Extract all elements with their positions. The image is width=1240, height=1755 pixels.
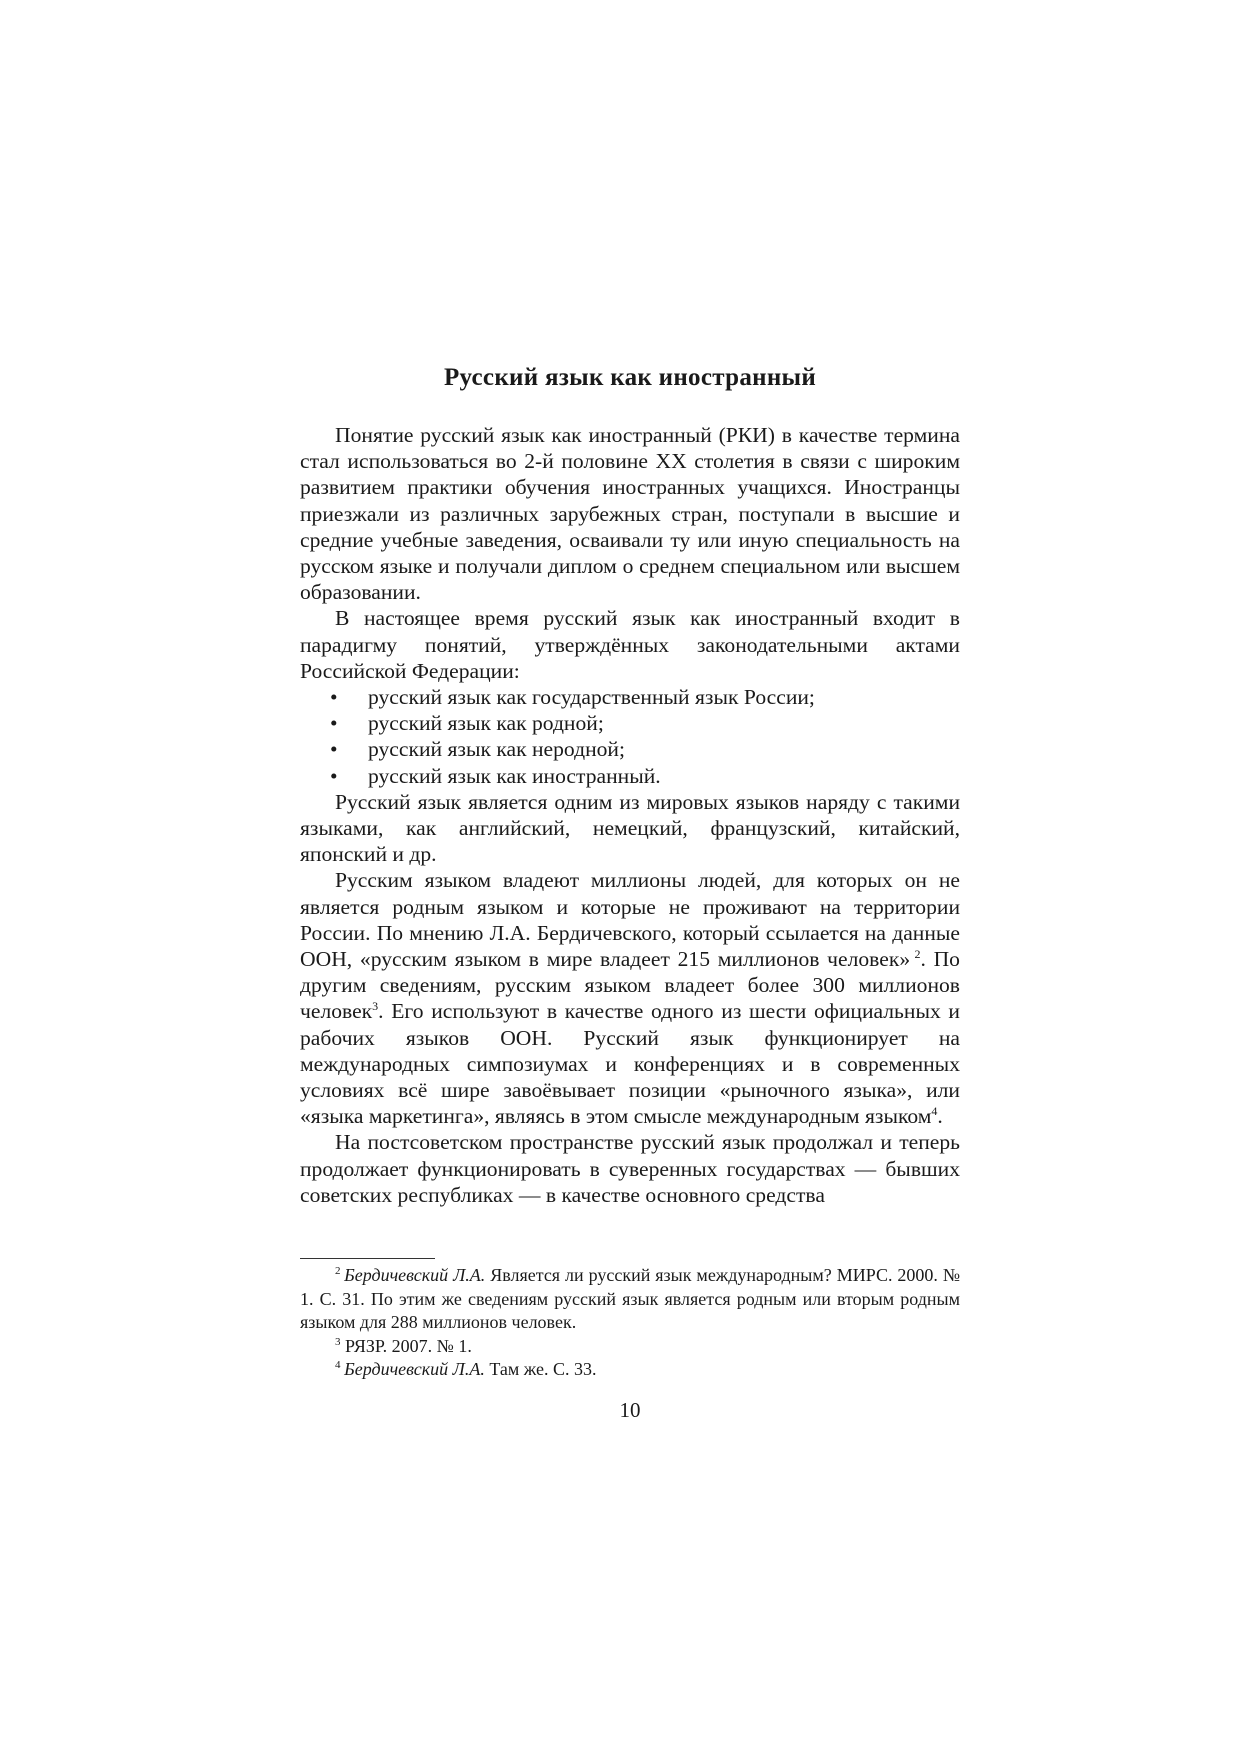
- bullet-icon: •: [330, 763, 338, 788]
- list-item: [300, 684, 960, 710]
- paragraph-4: [300, 867, 960, 1129]
- bullet-icon: •: [330, 737, 338, 762]
- list-item-text: русский язык как неродной;: [368, 737, 625, 762]
- footnote-ref-2: 2: [914, 946, 921, 961]
- section-title: Русский язык как иностранный: [443, 364, 817, 391]
- list-item: [300, 763, 960, 789]
- footnote-author: Бердичевский Л.А.: [344, 1359, 485, 1379]
- list-item-text: русский язык как иностранный.: [368, 763, 661, 788]
- list-item-text: русский язык как государственный язык России;: [368, 685, 815, 710]
- concept-list: [300, 684, 960, 789]
- footnote-text: Является ли русский язык международным? МИРС. 2000. № 1. С. 31. По этим же сведениям русский язык является родным или вторым родным языком для 288 миллионов человек.: [300, 1265, 960, 1332]
- footnote-text: РЯЗР. 2007. № 1.: [340, 1335, 472, 1356]
- footnote-ref-3: 3: [372, 999, 379, 1014]
- footnote-2: [300, 1264, 960, 1335]
- paragraph-1: Понятие русский язык как иностранный (РКИ) в качестве термина стал использоваться во 2-й половине XX столетия в связи с широким развитием практики обучения иностранных учащихся. Иностранцы приезжали из различных зарубежных стран, поступали в высшие и средние учебные заведения, осваивали ту или иную специальность на русском языке и получали диплом о среднем специальном или высшем образовании.: [300, 423, 960, 605]
- footnote-divider: [300, 1258, 435, 1259]
- paragraph-4-part-c: . Его используют в качестве одного из шести официальных и рабочих языков ООН. Русский язык функционирует на международных симпозиумах и конференциях и в современных условиях всё шире завоёвывает позиции «рыночного языка», или «языка маркетинга», являясь в этом смысле международным языком: [300, 999, 960, 1129]
- footnote-number: 2: [335, 1265, 341, 1277]
- paragraph-2: В настоящее время русский язык как иностранный входит в парадигму понятий, утверждённых законодательными актами Российской Федерации:: [300, 606, 960, 683]
- footnote-ref-4: 4: [931, 1104, 938, 1119]
- list-item: [300, 736, 960, 762]
- paragraph-4-part-d: .: [937, 1104, 943, 1129]
- footnote-4: [300, 1358, 960, 1382]
- paragraph-5: На постсоветском пространстве русский язык продолжал и теперь продолжает функционировать в суверенных государствах — бывших советских республиках — в качестве основного средства: [300, 1130, 960, 1207]
- main-text: [300, 422, 960, 1208]
- footnote-number: 4: [335, 1359, 341, 1371]
- footnotes: [300, 1264, 960, 1382]
- list-item-text: русский язык как родной;: [368, 711, 604, 736]
- bullet-icon: •: [330, 711, 338, 736]
- footnote-author: Бердичевский Л.А.: [344, 1265, 486, 1285]
- page-number: 10: [619, 1398, 641, 1422]
- paragraph-3: Русский язык является одним из мировых языков наряду с такими языками, как английский, немецкий, французский, китайский, японский и др.: [300, 789, 960, 867]
- bullet-icon: •: [330, 685, 338, 710]
- footnote-text: Там же. С. 33.: [484, 1359, 597, 1379]
- footnote-3: [300, 1335, 960, 1359]
- paragraph-4-part-b: . По другим сведениям, русским языком владеет более 300 миллионов человек: [300, 947, 960, 1024]
- paragraph-4-part-a: Русским языком владеют миллионы людей, для которых он не является родным языком и которые не проживают на территории России. По мнению Л.А. Бердичевского, который ссылается на данные ООН, «русским языком в мире владеет 215 миллионов человек»: [300, 868, 960, 972]
- footnote-number: 3: [335, 1335, 341, 1348]
- list-item: [300, 710, 960, 736]
